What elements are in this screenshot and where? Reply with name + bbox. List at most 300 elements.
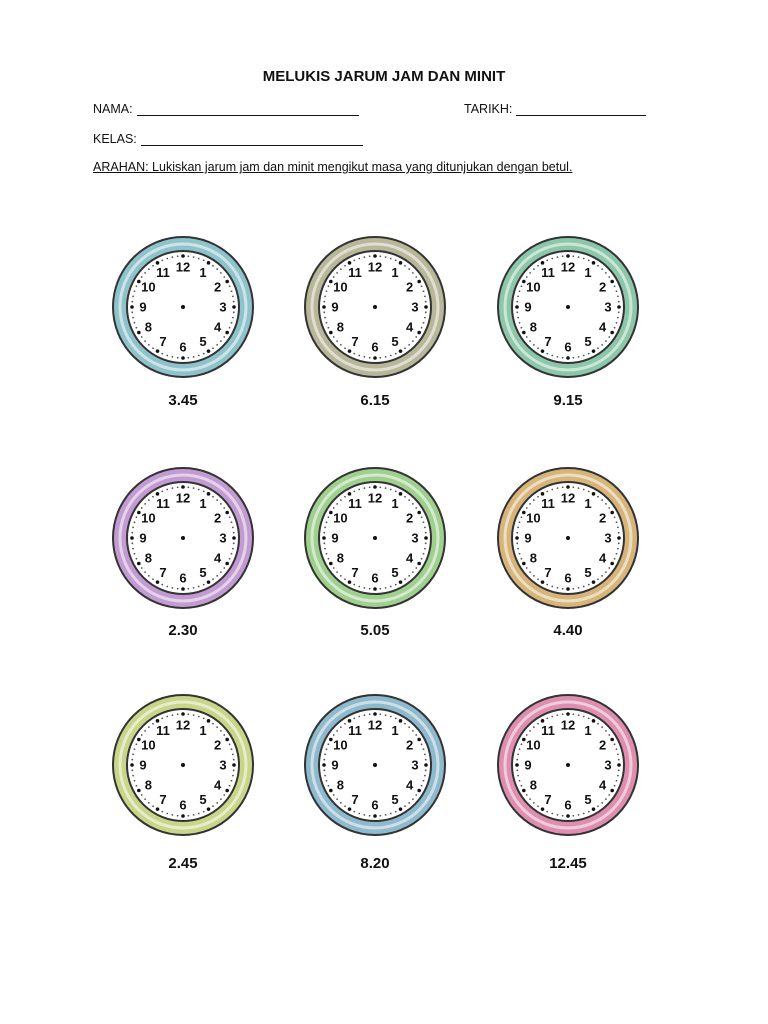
minute-tick <box>233 759 235 761</box>
minute-tick <box>216 726 218 728</box>
minute-tick <box>601 726 603 728</box>
hour-tick <box>207 261 211 265</box>
minute-tick <box>353 718 355 720</box>
minute-tick <box>395 718 397 720</box>
minute-tick <box>404 347 406 349</box>
minute-tick <box>425 542 427 544</box>
minute-tick <box>323 311 325 313</box>
minute-tick <box>136 285 138 287</box>
minute-tick <box>161 491 163 493</box>
minute-tick <box>229 327 231 329</box>
nama-input-line[interactable] <box>137 101 359 116</box>
minute-tick <box>223 794 225 796</box>
minute-tick <box>203 584 205 586</box>
minute-tick <box>187 255 189 257</box>
hour-tick <box>566 356 570 360</box>
minute-tick <box>233 301 235 303</box>
minute-tick <box>232 548 234 550</box>
minute-tick <box>578 814 580 816</box>
hour-tick <box>181 254 185 258</box>
clock-number: 10 <box>141 510 156 526</box>
minute-tick <box>212 723 214 725</box>
clock-number: 11 <box>541 264 555 280</box>
minute-tick <box>220 798 222 800</box>
minute-tick <box>134 290 136 292</box>
hour-tick <box>417 789 421 793</box>
hour-tick <box>373 356 377 360</box>
clock-svg <box>300 463 450 613</box>
minute-tick <box>203 811 205 813</box>
clock-number: 11 <box>156 722 170 738</box>
minute-tick <box>134 521 136 523</box>
hour-tick <box>610 511 614 515</box>
minute-tick <box>533 726 535 728</box>
hour-tick <box>515 763 519 767</box>
minute-tick <box>364 487 366 489</box>
minute-tick <box>608 276 610 278</box>
minute-tick <box>198 355 200 357</box>
clock-face[interactable] <box>493 232 643 382</box>
clock-number: 4 <box>214 550 222 566</box>
minute-tick <box>369 713 371 715</box>
minute-tick <box>583 489 585 491</box>
minute-tick <box>333 794 335 796</box>
minute-tick <box>551 716 553 718</box>
hour-tick <box>566 485 570 489</box>
minute-tick <box>216 802 218 804</box>
minute-tick <box>187 815 189 817</box>
minute-tick <box>546 718 548 720</box>
clock-number: 6 <box>564 797 572 813</box>
hour-tick <box>156 807 160 811</box>
minute-tick <box>423 322 425 324</box>
hour-tick <box>592 580 596 584</box>
minute-tick <box>379 255 381 257</box>
minute-tick <box>423 553 425 555</box>
minute-tick <box>614 785 616 787</box>
tarikh-field <box>464 101 646 116</box>
minute-tick <box>557 356 559 358</box>
hour-tick <box>181 712 185 716</box>
minute-tick <box>588 491 590 493</box>
minute-tick <box>326 290 328 292</box>
minute-tick <box>533 802 535 804</box>
hour-tick <box>322 763 326 767</box>
hour-tick <box>181 814 185 818</box>
clock-number: 9 <box>524 299 532 315</box>
hour-tick <box>417 280 421 284</box>
minute-tick <box>144 571 146 573</box>
time-label: 4.40 <box>553 622 583 639</box>
minute-tick <box>614 285 616 287</box>
minute-tick <box>616 748 618 750</box>
minute-tick <box>333 507 335 509</box>
minute-tick <box>516 532 518 534</box>
clock-number: 8 <box>529 550 537 566</box>
clock-number: 12 <box>367 259 383 275</box>
minute-tick <box>333 336 335 338</box>
minute-tick <box>572 815 574 817</box>
minute-tick <box>336 272 338 274</box>
minute-tick <box>148 802 150 804</box>
hour-tick <box>522 511 526 515</box>
minute-tick <box>588 811 590 813</box>
clock-number: 4 <box>406 319 414 335</box>
hour-tick <box>232 305 236 309</box>
clock-number: 7 <box>544 565 552 581</box>
time-label: 5.05 <box>360 622 390 639</box>
time-label: 2.45 <box>168 855 198 872</box>
minute-tick <box>408 268 410 270</box>
hour-tick <box>207 580 211 584</box>
minute-tick <box>425 311 427 313</box>
clock-number: 3 <box>219 530 227 546</box>
minute-tick <box>136 785 138 787</box>
minute-tick <box>529 503 531 505</box>
hour-tick <box>225 280 229 284</box>
minute-tick <box>340 499 342 501</box>
clock-number: 7 <box>159 792 167 808</box>
hour-tick <box>610 738 614 742</box>
clock-face[interactable] <box>108 690 258 840</box>
minute-tick <box>385 587 387 589</box>
minute-tick <box>148 575 150 577</box>
minute-tick <box>517 775 519 777</box>
hour-tick <box>156 580 160 584</box>
time-label: 8.20 <box>360 855 390 872</box>
clock-number: 12 <box>175 259 191 275</box>
hour-tick <box>541 349 545 353</box>
minute-tick <box>203 718 205 720</box>
minute-tick <box>424 296 426 298</box>
minute-tick <box>424 548 426 550</box>
minute-tick <box>519 322 521 324</box>
clock-number: 8 <box>144 319 152 335</box>
minute-tick <box>336 503 338 505</box>
minute-tick <box>136 558 138 560</box>
minute-tick <box>562 486 564 488</box>
minute-tick <box>557 587 559 589</box>
clock-face[interactable] <box>300 232 450 382</box>
hour-tick <box>225 331 229 335</box>
minute-tick <box>379 486 381 488</box>
clock-svg <box>300 232 450 382</box>
minute-tick <box>148 499 150 501</box>
minute-tick <box>344 496 346 498</box>
clock-number: 9 <box>524 757 532 773</box>
clock-number: 4 <box>599 777 607 793</box>
minute-tick <box>608 336 610 338</box>
hour-tick <box>207 492 211 496</box>
clock-number: 2 <box>214 279 222 295</box>
hour-tick <box>566 712 570 716</box>
clock-number: 6 <box>564 570 572 586</box>
clock-number: 7 <box>159 565 167 581</box>
hour-tick <box>373 712 377 716</box>
minute-tick <box>144 730 146 732</box>
minute-tick <box>369 255 371 257</box>
hour-tick <box>617 536 621 540</box>
minute-tick <box>229 743 231 745</box>
center-dot <box>566 305 570 309</box>
minute-tick <box>323 542 325 544</box>
minute-tick <box>404 265 406 267</box>
minute-tick <box>578 487 580 489</box>
minute-tick <box>601 268 603 270</box>
minute-tick <box>390 813 392 815</box>
clock-number: 5 <box>391 565 399 581</box>
minute-tick <box>231 748 233 750</box>
minute-tick <box>537 496 539 498</box>
minute-tick <box>161 811 163 813</box>
kelas-input-line[interactable] <box>141 131 363 146</box>
minute-tick <box>385 714 387 716</box>
clock-number: 10 <box>526 737 541 753</box>
minute-tick <box>408 726 410 728</box>
minute-tick <box>578 714 580 716</box>
minute-tick <box>223 734 225 736</box>
minute-tick <box>529 272 531 274</box>
hour-tick <box>348 349 352 353</box>
minute-tick <box>521 327 523 329</box>
minute-tick <box>404 723 406 725</box>
minute-tick <box>358 716 360 718</box>
minute-tick <box>223 567 225 569</box>
clock-number: 9 <box>331 530 339 546</box>
minute-tick <box>601 802 603 804</box>
minute-tick <box>529 730 531 732</box>
clock-face[interactable] <box>300 690 450 840</box>
clock-number: 3 <box>411 299 419 315</box>
time-label: 6.15 <box>360 392 390 409</box>
minute-tick <box>519 553 521 555</box>
minute-tick <box>326 780 328 782</box>
center-dot <box>373 536 377 540</box>
tarikh-input-line[interactable] <box>516 101 646 116</box>
minute-tick <box>516 311 518 313</box>
minute-tick <box>578 356 580 358</box>
minute-tick <box>152 347 154 349</box>
minute-tick <box>608 734 610 736</box>
hour-tick <box>329 280 333 284</box>
clock-number: 7 <box>159 334 167 350</box>
minute-tick <box>358 586 360 588</box>
minute-tick <box>233 532 235 534</box>
hour-tick <box>617 305 621 309</box>
minute-tick <box>618 301 620 303</box>
minute-tick <box>323 532 325 534</box>
minute-tick <box>172 587 174 589</box>
kelas-label: KELAS: <box>93 132 137 146</box>
minute-tick <box>326 553 328 555</box>
minute-tick <box>395 584 397 586</box>
minute-tick <box>324 317 326 319</box>
minute-tick <box>608 794 610 796</box>
minute-tick <box>421 743 423 745</box>
minute-tick <box>364 587 366 589</box>
minute-tick <box>177 486 179 488</box>
clock-number: 9 <box>139 530 147 546</box>
minute-tick <box>203 353 205 355</box>
clock-svg <box>493 463 643 613</box>
minute-tick <box>529 571 531 573</box>
minute-tick <box>601 575 603 577</box>
hour-tick <box>592 349 596 353</box>
clock-face[interactable] <box>493 463 643 613</box>
time-label: 3.45 <box>168 392 198 409</box>
minute-tick <box>390 716 392 718</box>
clock-number: 1 <box>199 722 207 738</box>
hour-tick <box>610 280 614 284</box>
minute-tick <box>152 265 154 267</box>
hour-tick <box>399 807 403 811</box>
minute-tick <box>404 496 406 498</box>
minute-tick <box>519 780 521 782</box>
minute-tick <box>421 327 423 329</box>
minute-tick <box>412 798 414 800</box>
minute-tick <box>324 527 326 529</box>
minute-tick <box>533 268 535 270</box>
clock-number: 10 <box>333 279 348 295</box>
minute-tick <box>415 336 417 338</box>
minute-tick <box>203 491 205 493</box>
minute-tick <box>404 578 406 580</box>
minute-tick <box>187 588 189 590</box>
minute-tick <box>562 815 564 817</box>
minute-tick <box>379 588 381 590</box>
minute-tick <box>424 775 426 777</box>
minute-tick <box>562 588 564 590</box>
clock-number: 10 <box>526 279 541 295</box>
clock-number: 10 <box>526 510 541 526</box>
minute-tick <box>616 521 618 523</box>
clock-number: 3 <box>604 299 612 315</box>
minute-tick <box>231 780 233 782</box>
hour-tick <box>156 349 160 353</box>
minute-tick <box>597 265 599 267</box>
clock-number: 10 <box>141 279 156 295</box>
minute-tick <box>212 805 214 807</box>
minute-tick <box>203 260 205 262</box>
minute-tick <box>326 748 328 750</box>
hour-tick <box>329 738 333 742</box>
clock-number: 8 <box>336 777 344 793</box>
minute-tick <box>131 542 133 544</box>
minute-tick <box>141 507 143 509</box>
minute-tick <box>336 340 338 342</box>
minute-tick <box>529 798 531 800</box>
minute-tick <box>229 516 231 518</box>
hour-tick <box>522 331 526 335</box>
minute-tick <box>141 794 143 796</box>
minute-tick <box>614 327 616 329</box>
hour-tick <box>399 261 403 265</box>
minute-tick <box>608 567 610 569</box>
clock-svg <box>108 463 258 613</box>
clock-number: 1 <box>199 495 207 511</box>
minute-tick <box>172 714 174 716</box>
minute-tick <box>369 486 371 488</box>
minute-tick <box>216 575 218 577</box>
minute-tick <box>326 521 328 523</box>
minute-tick <box>358 355 360 357</box>
minute-tick <box>358 813 360 815</box>
minute-tick <box>614 743 616 745</box>
clock-number: 5 <box>584 565 592 581</box>
minute-tick <box>161 584 163 586</box>
clock-number: 2 <box>214 737 222 753</box>
minute-tick <box>572 588 574 590</box>
minute-tick <box>187 486 189 488</box>
minute-tick <box>605 503 607 505</box>
clock-number: 4 <box>406 550 414 566</box>
clock-number: 12 <box>367 717 383 733</box>
clock-number: 6 <box>371 339 379 355</box>
minute-tick <box>152 578 154 580</box>
clock-number: 8 <box>144 550 152 566</box>
clock-number: 7 <box>351 565 359 581</box>
hour-tick <box>541 807 545 811</box>
minute-tick <box>134 780 136 782</box>
clock-number: 5 <box>584 334 592 350</box>
minute-tick <box>364 256 366 258</box>
hour-tick <box>417 331 421 335</box>
minute-tick <box>212 265 214 267</box>
minute-tick <box>517 754 519 756</box>
clock-number: 5 <box>391 792 399 808</box>
minute-tick <box>161 718 163 720</box>
clock-number: 9 <box>139 757 147 773</box>
minute-tick <box>340 726 342 728</box>
minute-tick <box>344 723 346 725</box>
minute-tick <box>152 805 154 807</box>
minute-tick <box>517 317 519 319</box>
hour-tick <box>130 536 134 540</box>
clock-number: 2 <box>599 737 607 753</box>
minute-tick <box>220 340 222 342</box>
minute-tick <box>340 575 342 577</box>
clock-face[interactable] <box>108 463 258 613</box>
minute-tick <box>412 272 414 274</box>
center-dot <box>373 763 377 767</box>
minute-tick <box>131 311 133 313</box>
clock-number: 1 <box>584 264 592 280</box>
minute-tick <box>412 571 414 573</box>
minute-tick <box>412 730 414 732</box>
hour-tick <box>181 485 185 489</box>
minute-tick <box>132 754 134 756</box>
minute-tick <box>385 487 387 489</box>
minute-tick <box>166 813 168 815</box>
clock-number: 6 <box>564 339 572 355</box>
minute-tick <box>415 734 417 736</box>
clock-face[interactable] <box>108 232 258 382</box>
clock-face[interactable] <box>493 690 643 840</box>
minute-tick <box>572 486 574 488</box>
minute-tick <box>424 317 426 319</box>
minute-tick <box>526 336 528 338</box>
minute-tick <box>605 571 607 573</box>
clock-number: 6 <box>371 570 379 586</box>
minute-tick <box>617 754 619 756</box>
hour-tick <box>566 587 570 591</box>
minute-tick <box>395 353 397 355</box>
minute-tick <box>562 713 564 715</box>
nama-label: NAMA: <box>93 102 133 116</box>
minute-tick <box>193 587 195 589</box>
clock-face[interactable] <box>300 463 450 613</box>
minute-tick <box>605 272 607 274</box>
